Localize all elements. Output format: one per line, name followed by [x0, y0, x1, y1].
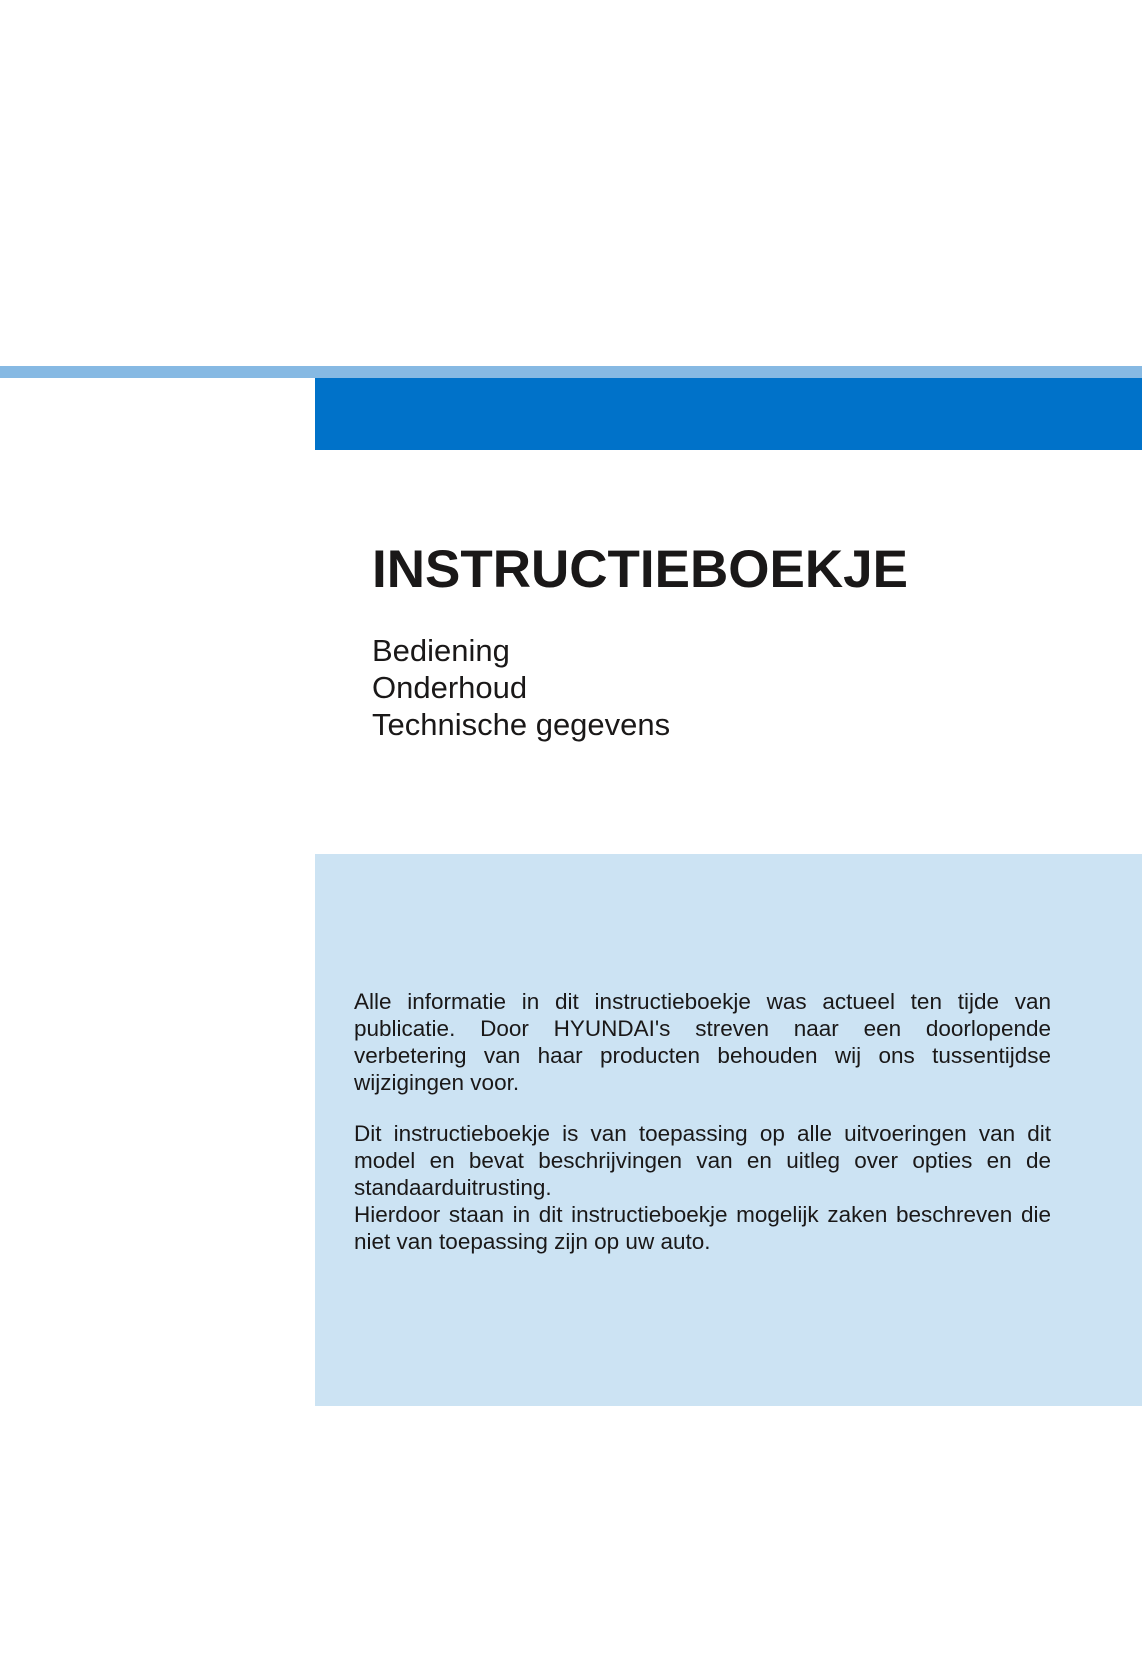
notice-paragraph-vehicle: Hierdoor staan in dit instructieboekje mogelijk zaken beschreven die niet van toepassing zijn op uw auto.: [354, 1202, 1051, 1254]
subtitle-technical-data: Technische gegevens: [372, 707, 671, 742]
notice-text: [354, 988, 1051, 1255]
header-light-stripe: [0, 366, 1142, 378]
notice-paragraph-publication: Alle informatie in dit instructieboekje was actueel ten tijde van publicatie. Door HYUNDAI's streven naar een doorlopende verbetering van haar producten behouden wij ons tussentijdse wijzigingen voor.: [354, 989, 1051, 1095]
subtitle-list: [372, 632, 670, 743]
header-blue-bar: [315, 378, 1142, 450]
subtitle-maintenance: Onderhoud: [372, 670, 528, 705]
page-title: INSTRUCTIEBOEKJE: [372, 540, 908, 599]
notice-paragraph-applicability: Dit instructieboekje is van toepassing op alle uitvoeringen van dit model en bevat beschrijvingen van en uitleg over opties en de standaarduitrusting.: [354, 1121, 1051, 1200]
subtitle-operation: Bediening: [372, 633, 510, 668]
